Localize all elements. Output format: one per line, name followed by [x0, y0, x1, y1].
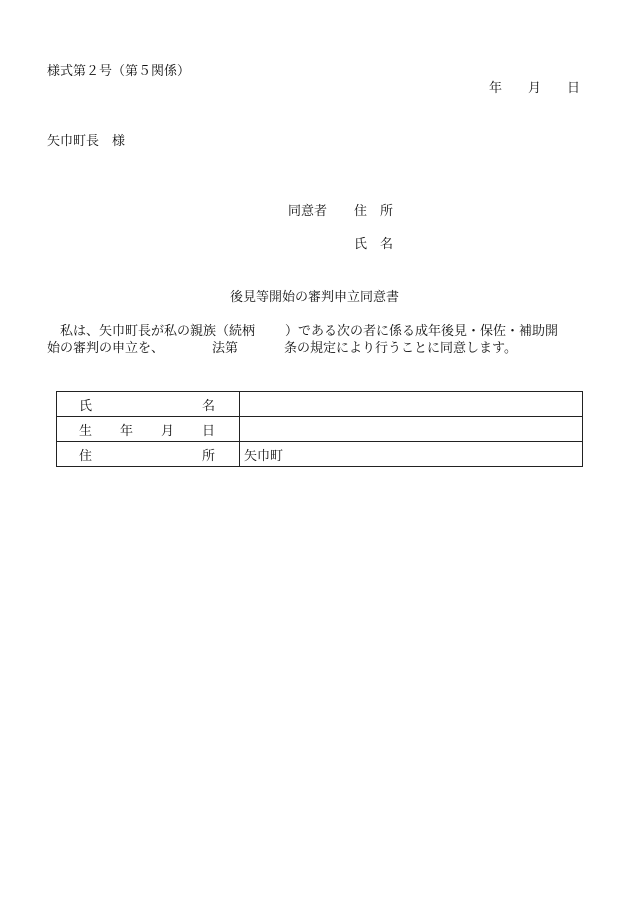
row-value-birthdate[interactable] — [240, 417, 583, 442]
table-row — [57, 392, 583, 417]
addressee: 矢巾町長 様 — [47, 134, 126, 149]
document-title: 後見等開始の審判申立同意書 — [230, 290, 400, 305]
body-text-1b: ）である次の者に係る成年後見・保佐・補助開 — [285, 324, 559, 339]
consenter-name-label: 氏 名 — [354, 237, 394, 252]
table-row — [57, 442, 583, 467]
body-text-2a: 始の審判の申立を、 — [47, 341, 165, 356]
date-month-label: 月 — [528, 81, 542, 96]
row-value-name[interactable] — [240, 392, 583, 417]
form-number: 様式第２号（第５関係） — [47, 64, 191, 79]
row-label-birthdate: 生年月日 — [57, 417, 240, 442]
body-text-2b: 法第 — [212, 341, 239, 356]
body-text-1a: 私は、矢巾町長が私の親族（続柄 — [60, 324, 256, 339]
consenter-address-label: 住 所 — [354, 204, 394, 219]
date-line — [489, 81, 580, 97]
body-text-2c: 条の規定により行うことに同意します。 — [284, 341, 517, 356]
body-line-2 — [47, 341, 517, 357]
row-label-name: 氏名 — [57, 392, 240, 417]
subject-info-table — [56, 391, 583, 467]
row-label-address: 住所 — [57, 442, 240, 467]
consenter-label: 同意者 — [288, 204, 328, 219]
date-day-label: 日 — [567, 81, 581, 96]
row-value-address[interactable]: 矢巾町 — [240, 442, 583, 467]
date-year-label: 年 — [489, 81, 503, 96]
body-line-1 — [47, 324, 558, 340]
table-row — [57, 417, 583, 442]
